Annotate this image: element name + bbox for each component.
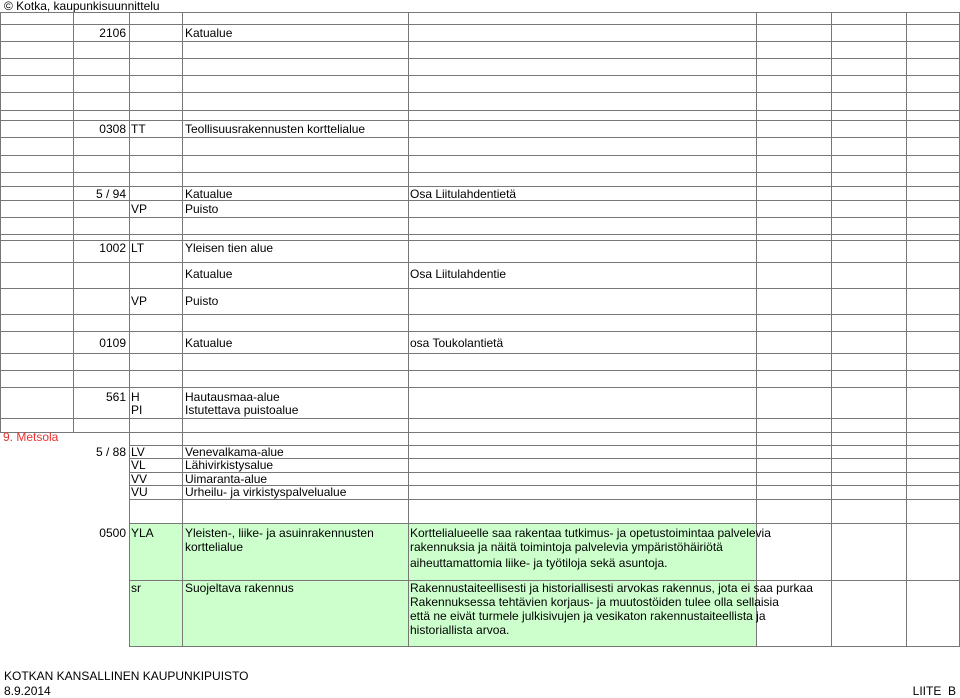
row-code: 1002 <box>99 241 126 255</box>
row-type: Puisto <box>185 294 219 308</box>
row-mark: VV <box>131 472 148 486</box>
row-note: Rakennustaiteellisesti ja historiallisesti arvokas rakennus, jota ei saa purkaa <box>410 581 813 595</box>
row-type: Yleisen tien alue <box>185 241 274 255</box>
row-note: Rakennuksessa tehtävien korjaus- ja muutostöiden tulee olla sellaisia <box>410 595 779 609</box>
row-mark: VP <box>131 294 148 308</box>
row-code: 0308 <box>99 122 126 136</box>
row-mark: VP <box>131 202 148 216</box>
row-type: Lähivirkistysalue <box>185 458 274 472</box>
row-type: Istutettava puistoalue <box>185 403 299 417</box>
row-type: Katualue <box>185 267 233 281</box>
footer-org: KOTKAN KANSALLINEN KAUPUNKIPUISTO <box>4 669 249 683</box>
district-label: 9. Metsola <box>3 430 59 444</box>
row-note: että ne eivät turmele julkisivujen ja vesikaton rakennustaiteellista ja <box>410 609 766 623</box>
row-type: Yleisten-, liike- ja asuinrakennusten <box>185 526 374 540</box>
row-mark: LV <box>131 445 145 459</box>
row-code: 2106 <box>99 26 126 40</box>
row-code: 561 <box>105 390 126 404</box>
row-mark: VU <box>131 485 148 499</box>
row-type: Hautausmaa-alue <box>185 390 280 404</box>
row-note: historiallista arvoa. <box>410 623 510 637</box>
row-code: 5 / 94 <box>95 187 126 201</box>
row-type: Puisto <box>185 202 219 216</box>
row-mark: VL <box>131 458 146 472</box>
header-title: © Kotka, kaupunkisuunnittelu <box>4 0 160 13</box>
row-mark: YLA <box>131 526 154 540</box>
row-type: Suojeltava rakennus <box>185 581 294 595</box>
row-code: 5 / 88 <box>95 445 126 459</box>
row-type: korttelialue <box>185 540 244 554</box>
row-type: Venevalkama-alue <box>185 445 284 459</box>
row-note: osa Toukolantietä <box>410 336 504 350</box>
row-type: Uimaranta-alue <box>185 472 268 486</box>
row-mark: sr <box>131 581 141 595</box>
row-note: Osa Liitulahdentietä <box>410 187 517 201</box>
row-note: rakennuksia ja näitä toimintoja palvelevia ympäristöhäiriötä <box>410 540 723 554</box>
footer-appendix: LIITE B <box>912 684 956 698</box>
row-code: 0109 <box>99 336 126 350</box>
row-type: Katualue <box>185 336 233 350</box>
row-note: Korttelialueelle saa rakentaa tutkimus- ja opetustoimintaa palvelevia <box>410 526 771 540</box>
row-mark: H <box>131 390 140 404</box>
row-mark: PI <box>131 403 143 417</box>
row-mark: LT <box>131 241 145 255</box>
row-type: Katualue <box>185 26 233 40</box>
row-code: 0500 <box>99 526 126 540</box>
row-note: Osa Liitulahdentie <box>410 267 507 281</box>
row-type: Urheilu- ja virkistyspalvelualue <box>185 485 347 499</box>
footer-date: 8.9.2014 <box>4 684 51 698</box>
row-type: Teollisuusrakennusten korttelialue <box>185 122 366 136</box>
row-note: aiheuttamattomia liike- ja työtiloja sekä asuntoja. <box>410 556 668 570</box>
row-mark: TT <box>131 122 146 136</box>
row-type: Katualue <box>185 187 233 201</box>
